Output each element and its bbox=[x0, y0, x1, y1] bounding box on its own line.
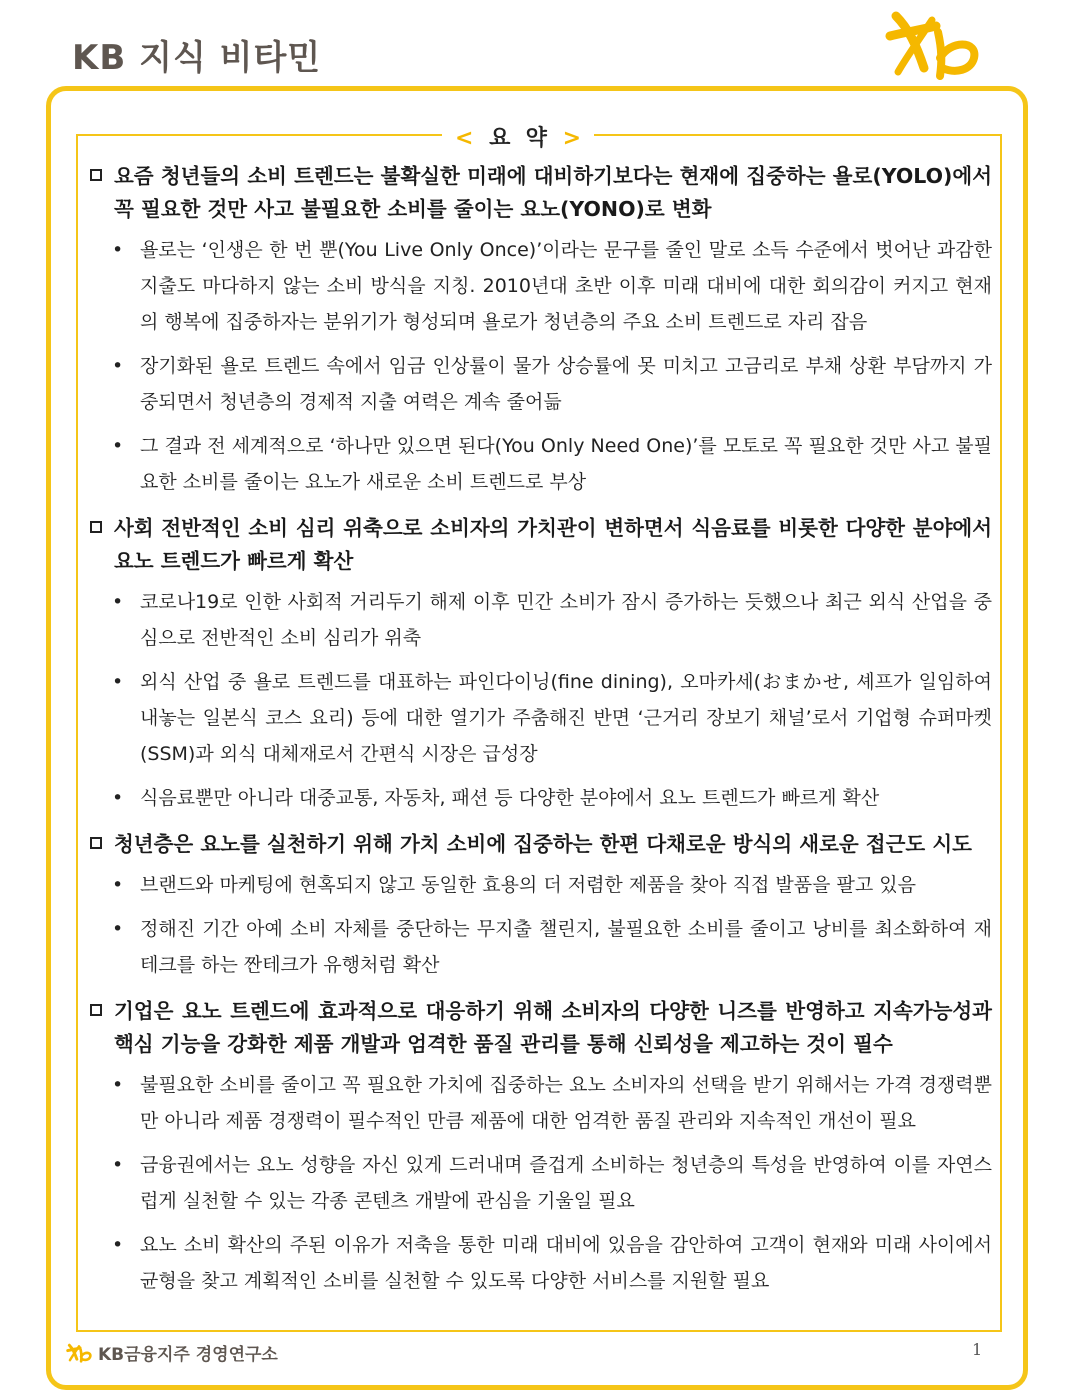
summary-bracket-right: > bbox=[562, 126, 582, 151]
list-item-text: 식음료뿐만 아니라 대중교통, 자동차, 패션 등 다양한 분야에서 요노 트렌드가 빠르게 확산 bbox=[140, 787, 880, 809]
kb-star-icon bbox=[64, 1342, 94, 1364]
footer-org-name: KB금융지주 경영연구소 bbox=[98, 1345, 278, 1365]
footer-brand bbox=[64, 1340, 278, 1365]
section-heading bbox=[88, 828, 992, 861]
summary-section bbox=[88, 160, 992, 500]
bullet-list bbox=[88, 867, 992, 983]
list-item-text: 정해진 기간 아예 소비 자체를 중단하는 무지출 챌린지, 불필요한 소비를 줄이고 낭비를 최소화하여 재테크를 하는 짠테크가 유행처럼 확산 bbox=[140, 918, 992, 976]
section-heading bbox=[88, 160, 992, 226]
list-item-text: 금융권에서는 요노 성향을 자신 있게 드러내며 즐겁게 소비하는 청년층의 특성을 반영하여 이를 자연스럽게 실천할 수 있는 각종 콘텐츠 개발에 관심을 기울일 필요 bbox=[140, 1154, 992, 1212]
list-item-text: 외식 산업 중 욜로 트렌드를 대표하는 파인다이닝(fine dining), 오마카세(おまかせ, 셰프가 일임하여 내놓는 일본식 코스 요리) 등에 대한 열기가 주춤해진 반면 ‘근거리 장보기 채널’로서 기업형 슈퍼마켓(SSM)과 외식 대체재로서 간편식 시장은 급성장 bbox=[140, 671, 992, 765]
section-heading-text: 요즘 청년들의 소비 트렌드는 불확실한 미래에 대비하기보다는 현재에 집중하는 욜로(YOLO)에서 꼭 필요한 것만 사고 불필요한 소비를 줄이는 요노(YONO)로 변화 bbox=[114, 164, 992, 221]
list-item bbox=[88, 1227, 992, 1299]
bullet-list bbox=[88, 1067, 992, 1299]
list-item bbox=[88, 1147, 992, 1219]
list-item bbox=[88, 780, 992, 816]
list-item-text: 그 결과 전 세계적으로 ‘하나만 있으면 된다(You Only Need One)’를 모토로 꼭 필요한 것만 사고 불필요한 소비를 줄이는 요노가 새로운 소비 트렌드로 부상 bbox=[140, 435, 992, 493]
bullet-dot-icon: • bbox=[112, 355, 124, 377]
list-item-text: 브랜드와 마케팅에 현혹되지 않고 동일한 효용의 더 저렴한 제품을 찾아 직접 발품을 팔고 있음 bbox=[140, 874, 916, 896]
list-item bbox=[88, 867, 992, 903]
checkbox-square-icon bbox=[90, 1004, 102, 1016]
summary-section bbox=[88, 828, 992, 983]
divider bbox=[76, 134, 442, 136]
checkbox-square-icon bbox=[90, 169, 102, 181]
summary-content bbox=[88, 160, 992, 1311]
bullet-dot-icon: • bbox=[112, 435, 124, 457]
checkbox-square-icon bbox=[90, 837, 102, 849]
bullet-dot-icon: • bbox=[112, 591, 124, 613]
list-item-text: 불필요한 소비를 줄이고 꼭 필요한 가치에 집중하는 요노 소비자의 선택을 받기 위해서는 가격 경쟁력뿐만 아니라 제품 경쟁력이 필수적인 만큼 제품에 대한 엄격한 품질 관리와 지속적인 개선이 필요 bbox=[140, 1074, 992, 1132]
divider bbox=[594, 134, 1002, 136]
section-heading bbox=[88, 512, 992, 578]
list-item bbox=[88, 428, 992, 500]
summary-title bbox=[442, 121, 594, 152]
summary-section bbox=[88, 995, 992, 1299]
list-item bbox=[88, 911, 992, 983]
page-title: KB 지식 비타민 bbox=[72, 38, 322, 78]
list-item-text: 욜로는 ‘인생은 한 번 뿐(You Live Only Once)’이라는 문구를 줄인 말로 소득 수준에서 벗어난 과감한 지출도 마다하지 않는 소비 방식을 지칭. 2010년대 초반 이후 미래 대비에 대한 회의감이 커지고 현재의 행복에 집중하자는 분위기가 형성되며 욜로가 청년층의 주요 소비 트렌드로 자리 잡음 bbox=[140, 239, 992, 333]
list-item bbox=[88, 1067, 992, 1139]
bullet-dot-icon: • bbox=[112, 918, 124, 940]
list-item bbox=[88, 232, 992, 340]
bullet-dot-icon: • bbox=[112, 1234, 124, 1256]
bullet-list bbox=[88, 584, 992, 816]
bullet-list bbox=[88, 232, 992, 500]
section-heading-text: 사회 전반적인 소비 심리 위축으로 소비자의 가치관이 변하면서 식음료를 비롯한 다양한 분야에서 요노 트렌드가 빠르게 확산 bbox=[114, 516, 992, 573]
bullet-dot-icon: • bbox=[112, 787, 124, 809]
list-item-text: 코로나19로 인한 사회적 거리두기 해제 이후 민간 소비가 잠시 증가하는 듯했으나 최근 외식 산업을 중심으로 전반적인 소비 심리가 위축 bbox=[140, 591, 992, 649]
page-number: 1 bbox=[972, 1340, 983, 1359]
summary-bracket-left: < bbox=[454, 126, 474, 151]
list-item bbox=[88, 664, 992, 772]
bullet-dot-icon: • bbox=[112, 671, 124, 693]
kb-logo bbox=[876, 6, 988, 84]
bullet-dot-icon: • bbox=[112, 239, 124, 261]
section-heading-text: 청년층은 요노를 실천하기 위해 가치 소비에 집중하는 한편 다채로운 방식의 새로운 접근도 시도 bbox=[114, 832, 972, 856]
list-item bbox=[88, 348, 992, 420]
list-item-text: 장기화된 욜로 트렌드 속에서 임금 인상률이 물가 상승률에 못 미치고 고금리로 부채 상환 부담까지 가중되면서 청년층의 경제적 지출 여력은 계속 줄어듦 bbox=[140, 355, 992, 413]
bullet-dot-icon: • bbox=[112, 874, 124, 896]
list-item bbox=[88, 584, 992, 656]
summary-section bbox=[88, 512, 992, 816]
section-heading-text: 기업은 요노 트렌드에 효과적으로 대응하기 위해 소비자의 다양한 니즈를 반영하고 지속가능성과 핵심 기능을 강화한 제품 개발과 엄격한 품질 관리를 통해 신뢰성을 제고하는 것이 필수 bbox=[114, 999, 992, 1056]
summary-label: 요 약 bbox=[489, 126, 547, 151]
list-item-text: 요노 소비 확산의 주된 이유가 저축을 통한 미래 대비에 있음을 감안하여 고객이 현재와 미래 사이에서 균형을 찾고 계획적인 소비를 실천할 수 있도록 다양한 서비스를 지원할 필요 bbox=[140, 1234, 992, 1292]
bullet-dot-icon: • bbox=[112, 1154, 124, 1176]
bullet-dot-icon: • bbox=[112, 1074, 124, 1096]
checkbox-square-icon bbox=[90, 521, 102, 533]
section-heading bbox=[88, 995, 992, 1061]
